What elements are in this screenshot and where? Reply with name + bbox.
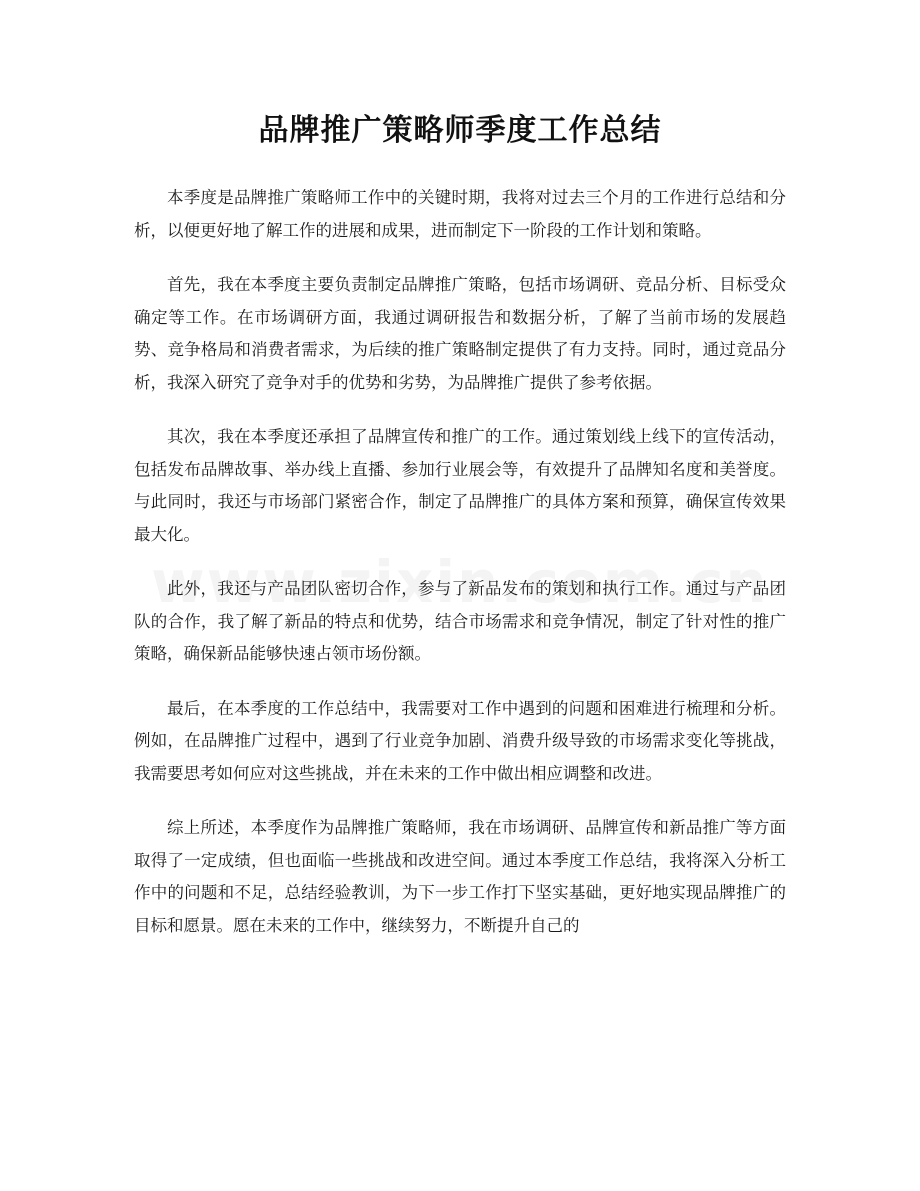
paragraph-finally: 最后，在本季度的工作总结中，我需要对工作中遇到的问题和困难进行梳理和分析。例如，在品牌推广过程中，遇到了行业竞争加剧、消费升级导致的市场需求变化等挑战，我需要思考如何应对这些挑战，并在未来的工作中做出相应调整和改进。 <box>134 698 786 783</box>
paragraph-moreover: 此外，我还与产品团队密切合作，参与了新品发布的策划和执行工作。通过与产品团队的合作，我了解了新品的特点和优势，结合市场需求和竞争情况，制定了针对性的推广策略，确保新品能够快速占领市场份额。 <box>134 579 786 663</box>
document-title: 品牌推广策略师季度工作总结 <box>258 113 662 148</box>
paragraph-conclusion: 综上所述，本季度作为品牌推广策略师，我在市场调研、品牌宣传和新品推广等方面取得了一定成绩，但也面临一些挑战和改进空间。通过本季度工作总结，我将深入分析工作中的问题和不足，总结经验教训，为下一步工作打下坚实基础，更好地实现品牌推广的目标和愿景。愿在未来的工作中，继续努力，不断提升自己的 <box>134 818 786 935</box>
document-body <box>134 182 786 964</box>
paragraph-intro: 本季度是品牌推广策略师工作中的关键时期，我将对过去三个月的工作进行总结和分析，以便更好地了解工作的进展和成果，进而制定下一阶段的工作计划和策略。 <box>134 188 786 240</box>
paragraph-second: 其次，我在本季度还承担了品牌宣传和推广的工作。通过策划线上线下的宣传活动，包括发布品牌故事、举办线上直播、参加行业展会等，有效提升了品牌知名度和美誉度。与此同时，我还与市场部门紧密合作，制定了品牌推广的具体方案和预算，确保宣传效果最大化。 <box>134 427 786 544</box>
paragraph-first: 首先，我在本季度主要负责制定品牌推广策略，包括市场调研、竞品分析、目标受众确定等工作。在市场调研方面，我通过调研报告和数据分析，了解了当前市场的发展趋势、竞争格局和消费者需求，为后续的推广策略制定提供了有力支持。同时，通过竞品分析，我深入研究了竞争对手的优势和劣势，为品牌推广提供了参考依据。 <box>134 275 786 392</box>
